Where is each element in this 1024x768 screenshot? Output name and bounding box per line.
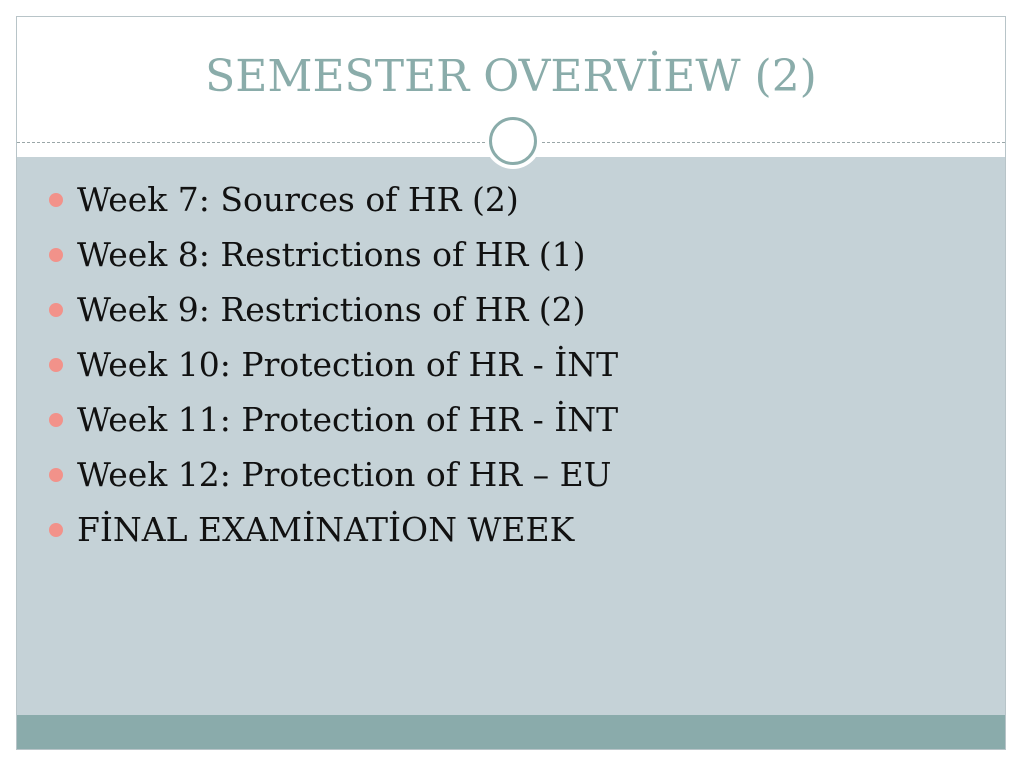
bullet-item-week-10 (47, 345, 618, 400)
bullet-text: Week 10: Protection of HR - İNT (77, 345, 619, 384)
slide (16, 16, 1006, 750)
bullet-dot-icon (49, 248, 63, 262)
slide-title: SEMESTER OVERVİEW (2) (205, 51, 817, 102)
bullet-text: FİNAL EXAMİNATİON WEEK (77, 510, 575, 549)
bullet-text: Week 12: Protection of HR – EU (77, 455, 612, 494)
bullet-item-week-11 (47, 400, 618, 455)
bullet-dot-icon (49, 358, 63, 372)
bullet-item-week-9 (47, 290, 618, 345)
bullet-dot-icon (49, 413, 63, 427)
bullet-text: Week 11: Protection of HR - İNT (77, 400, 619, 439)
bullet-text: Week 9: Restrictions of HR (2) (77, 290, 586, 329)
bullet-item-week-12 (47, 455, 618, 510)
bullet-text: Week 8: Restrictions of HR (1) (77, 235, 586, 274)
bullet-item-week-7 (47, 180, 618, 235)
bullet-dot-icon (49, 193, 63, 207)
footer-bar (17, 715, 1005, 749)
bullet-list (47, 180, 618, 565)
bullet-dot-icon (49, 523, 63, 537)
bullet-item-final-exam (47, 510, 618, 565)
decorative-ring-icon (489, 117, 537, 165)
bullet-item-week-8 (47, 235, 618, 290)
bullet-dot-icon (49, 468, 63, 482)
bullet-text: Week 7: Sources of HR (2) (77, 180, 519, 219)
bullet-dot-icon (49, 303, 63, 317)
